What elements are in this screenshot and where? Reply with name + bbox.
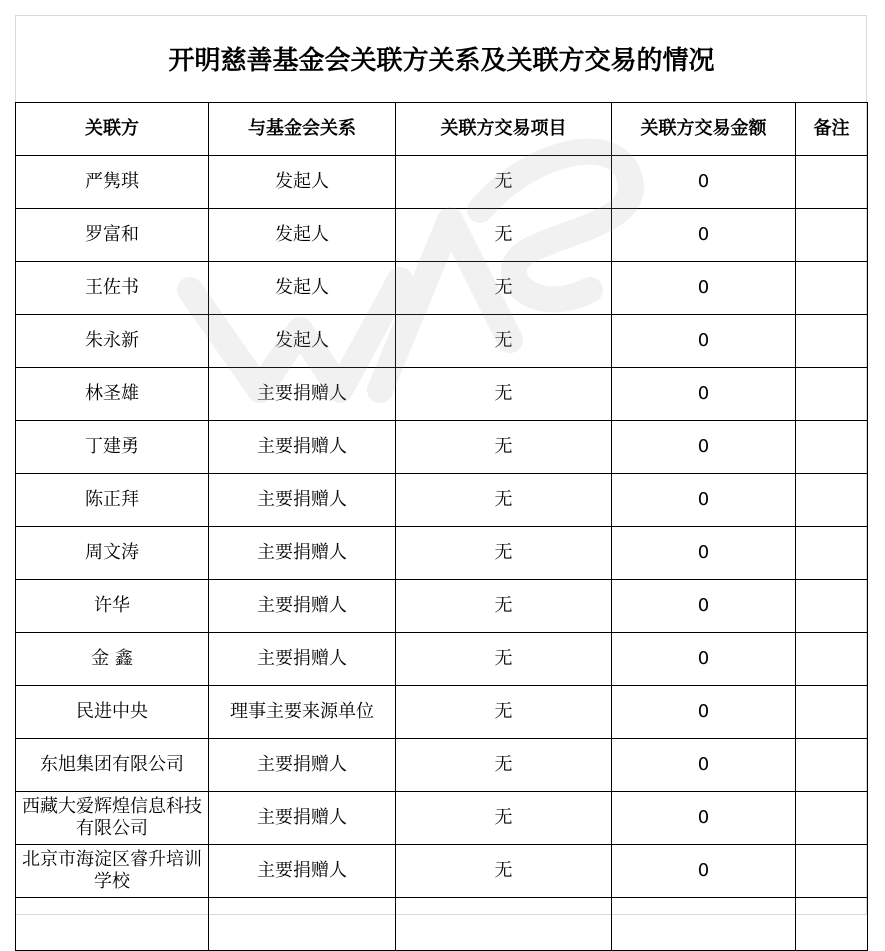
header-item: 关联方交易项目 <box>396 103 612 156</box>
cell-item: 无 <box>396 845 612 898</box>
table-row <box>16 315 868 368</box>
cell-party: 西藏大爱辉煌信息科技有限公司 <box>16 792 209 845</box>
cell-relation: 发起人 <box>209 315 396 368</box>
cell-amount: 0 <box>612 421 796 474</box>
cell-relation: 主要捐赠人 <box>209 792 396 845</box>
cell-note <box>796 686 868 739</box>
cell-note <box>796 739 868 792</box>
cell-amount: 0 <box>612 686 796 739</box>
cell-relation: 主要捐赠人 <box>209 580 396 633</box>
cell-party: 东旭集团有限公司 <box>16 739 209 792</box>
tail-cell <box>209 898 396 951</box>
cell-party: 王佐书 <box>16 262 209 315</box>
cell-note <box>796 315 868 368</box>
cell-amount: 0 <box>612 368 796 421</box>
cell-note <box>796 156 868 209</box>
cell-item: 无 <box>396 421 612 474</box>
table-row <box>16 686 868 739</box>
cell-item: 无 <box>396 527 612 580</box>
header-note: 备注 <box>796 103 868 156</box>
cell-relation: 主要捐赠人 <box>209 474 396 527</box>
cell-party: 林圣雄 <box>16 368 209 421</box>
cell-relation: 主要捐赠人 <box>209 845 396 898</box>
cell-party: 罗富和 <box>16 209 209 262</box>
cell-party: 严隽琪 <box>16 156 209 209</box>
related-party-table <box>15 102 868 951</box>
cell-amount: 0 <box>612 580 796 633</box>
cell-party: 陈正拜 <box>16 474 209 527</box>
cell-item: 无 <box>396 739 612 792</box>
cell-note <box>796 421 868 474</box>
table-row <box>16 209 868 262</box>
cell-relation: 主要捐赠人 <box>209 633 396 686</box>
cell-item: 无 <box>396 580 612 633</box>
cell-party: 北京市海淀区睿升培训学校 <box>16 845 209 898</box>
cell-amount: 0 <box>612 262 796 315</box>
cell-item: 无 <box>396 474 612 527</box>
cell-note <box>796 209 868 262</box>
header-relation: 与基金会关系 <box>209 103 396 156</box>
cell-relation: 主要捐赠人 <box>209 527 396 580</box>
header-party: 关联方 <box>16 103 209 156</box>
cell-item: 无 <box>396 792 612 845</box>
cell-amount: 0 <box>612 315 796 368</box>
cell-party: 朱永新 <box>16 315 209 368</box>
table-row <box>16 368 868 421</box>
cell-amount: 0 <box>612 792 796 845</box>
cell-relation: 主要捐赠人 <box>209 421 396 474</box>
cell-amount: 0 <box>612 739 796 792</box>
cell-item: 无 <box>396 315 612 368</box>
cell-item: 无 <box>396 686 612 739</box>
cell-item: 无 <box>396 262 612 315</box>
header-amount: 关联方交易金额 <box>612 103 796 156</box>
cell-party: 许华 <box>16 580 209 633</box>
tail-cell <box>612 898 796 951</box>
tail-cell <box>16 898 209 951</box>
cell-note <box>796 580 868 633</box>
cell-amount: 0 <box>612 527 796 580</box>
cell-amount: 0 <box>612 209 796 262</box>
table-row <box>16 527 868 580</box>
cell-note <box>796 262 868 315</box>
table-row <box>16 262 868 315</box>
cell-note <box>796 633 868 686</box>
cell-amount: 0 <box>612 474 796 527</box>
cell-item: 无 <box>396 633 612 686</box>
table-row <box>16 845 868 898</box>
document-title: 开明慈善基金会关联方关系及关联方交易的情况 <box>168 46 715 76</box>
cell-relation: 发起人 <box>209 209 396 262</box>
table-row <box>16 633 868 686</box>
table-row <box>16 739 868 792</box>
cell-party: 周文涛 <box>16 527 209 580</box>
table-tail-row <box>16 898 868 951</box>
cell-item: 无 <box>396 368 612 421</box>
table-row <box>16 156 868 209</box>
table-row <box>16 421 868 474</box>
cell-relation: 主要捐赠人 <box>209 739 396 792</box>
cell-party: 民进中央 <box>16 686 209 739</box>
cell-item: 无 <box>396 156 612 209</box>
cell-amount: 0 <box>612 156 796 209</box>
cell-party: 金 鑫 <box>16 633 209 686</box>
cell-amount: 0 <box>612 633 796 686</box>
cell-note <box>796 845 868 898</box>
cell-note <box>796 792 868 845</box>
table-row <box>16 474 868 527</box>
tail-cell <box>796 898 868 951</box>
cell-item: 无 <box>396 209 612 262</box>
table-row <box>16 580 868 633</box>
table-header-row <box>16 103 868 156</box>
cell-relation: 发起人 <box>209 156 396 209</box>
cell-relation: 理事主要来源单位 <box>209 686 396 739</box>
cell-note <box>796 527 868 580</box>
cell-note <box>796 368 868 421</box>
cell-relation: 主要捐赠人 <box>209 368 396 421</box>
cell-amount: 0 <box>612 845 796 898</box>
cell-party: 丁建勇 <box>16 421 209 474</box>
table-row <box>16 792 868 845</box>
cell-note <box>796 474 868 527</box>
tail-cell <box>396 898 612 951</box>
cell-relation: 发起人 <box>209 262 396 315</box>
